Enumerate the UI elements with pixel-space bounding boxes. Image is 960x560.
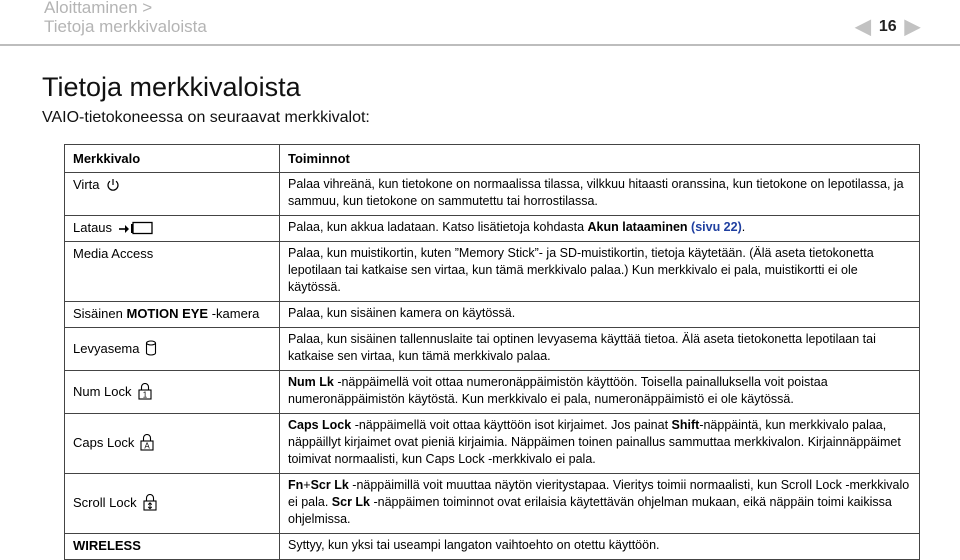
- indicator-cell: [65, 173, 280, 216]
- function-text: Palaa, kun akkua ladataan. Katso lisätietoja kohdasta: [288, 220, 588, 234]
- function-text: -näppäimillä voit muuttaa näytön vieritystapaa. Vieritys toimii normaalisti, kun Scroll Lock -merkkivalo ei pala.: [288, 478, 910, 509]
- indicator-name: Caps Lock: [73, 435, 135, 450]
- indicator-name: Media Access: [73, 246, 154, 261]
- function-key-name: Scr Lk: [331, 495, 370, 509]
- indicator-name: Sisäinen: [73, 306, 127, 321]
- indicator-name: Num Lock: [73, 383, 132, 399]
- function-cell: [280, 371, 920, 414]
- table-row: [65, 414, 920, 474]
- function-cell: Palaa vihreänä, kun tietokone on normaalissa tilassa, vilkkuu hitaasti oranssina, kun tietokone on lepotilassa, ja sammuu, kun tietokone on sammutettu tai horrostilassa.: [280, 173, 920, 216]
- function-cell: Syttyy, kun yksi tai useampi langaton vaihtoehto on otettu käyttöön.: [280, 534, 920, 560]
- table-header-row: [65, 145, 920, 173]
- column-header-indicator: Merkkivalo: [65, 145, 280, 173]
- indicator-cell: [65, 534, 280, 560]
- function-cell: [280, 414, 920, 474]
- table-row: [65, 173, 920, 216]
- indicator-cell: [65, 328, 280, 371]
- page-reference-link[interactable]: (sivu 22): [691, 220, 742, 234]
- indicator-name: WIRELESS: [73, 538, 141, 553]
- function-text: -näppäimellä voit ottaa käyttöön isot kirjaimet. Jos painat: [351, 418, 672, 432]
- indicator-cell: [65, 371, 280, 414]
- indicator-name: Levyasema: [73, 340, 140, 356]
- page-header: [0, 0, 960, 44]
- column-header-functions: Toiminnot: [280, 145, 920, 173]
- function-text: -näppäimen toiminnot ovat erilaisia käytettävän ohjelman mukaan, eikä näppäin toimi kaikissa ohjelmissa.: [288, 495, 892, 526]
- indicator-name: Lataus: [73, 220, 113, 235]
- page-title: Tietoja merkkivaloista: [42, 72, 301, 102]
- page-number: 16: [878, 18, 897, 35]
- function-cell: Palaa, kun sisäinen kamera on käytössä.: [280, 302, 920, 328]
- function-key-name: Fn: [288, 478, 304, 492]
- table-row: [65, 328, 920, 371]
- page-subtitle: VAIO-tietokoneessa on seuraavat merkkivalot:: [42, 109, 370, 126]
- page-navigation: [855, 17, 920, 37]
- table-row: [65, 216, 920, 242]
- svg-text:A: A: [144, 441, 151, 451]
- caps-lock-icon: [140, 434, 154, 451]
- table-row: [65, 534, 920, 560]
- indicator-name-bold: MOTION EYE: [126, 306, 209, 321]
- table-row: [65, 242, 920, 302]
- table-row: [65, 302, 920, 328]
- function-text-end: .: [741, 220, 746, 234]
- function-cell: Palaa, kun muistikortin, kuten ”Memory Stick”- ja SD-muistikortin, tietoja käytetään. (Älä aseta tietokonetta lepotilaan tai katkaise sen virtaa, kun tämä merkkivalo palaa.) Kun merkkivalo ei pala, muistikortti ei ole käytössä.: [280, 242, 920, 302]
- indicator-name-suffix: -kamera: [208, 306, 260, 321]
- prev-page-arrow-icon[interactable]: ◀: [855, 16, 871, 38]
- indicator-cell: [65, 242, 280, 302]
- function-text: -näppäimellä voit ottaa numeronäppäimistön käyttöön. Toisella painalluksella voit poistaa numeronäppäimistön käytöstä. Kun merkkivalo ei pala, numeronäppäimistö ei ole käytössä.: [288, 375, 828, 406]
- indicator-cell: [65, 414, 280, 474]
- disk-drive-icon: [145, 340, 157, 356]
- indicator-cell: [65, 302, 280, 328]
- indicator-cell: [65, 216, 280, 242]
- header-divider: [0, 44, 960, 46]
- breadcrumb-current: Tietoja merkkivaloista: [44, 17, 207, 36]
- function-cell: Palaa, kun sisäinen tallennuslaite tai optinen levyasema käyttää tietoa. Älä aseta tietokonetta lepotilaan tai katkaise sen virtaa, kun tämä merkkivalo palaa.: [280, 328, 920, 371]
- function-text-bold: Akun lataaminen: [587, 220, 688, 234]
- power-icon: [106, 178, 120, 192]
- indicator-name: Virta: [73, 177, 100, 192]
- function-cell: [280, 474, 920, 534]
- battery-charge-icon: [118, 221, 154, 235]
- function-cell: [280, 216, 920, 242]
- function-text: +: [303, 478, 311, 492]
- table-row: [65, 371, 920, 414]
- next-page-arrow-icon[interactable]: ▶: [904, 16, 920, 38]
- svg-text:1: 1: [142, 390, 147, 399]
- indicator-cell: [65, 474, 280, 534]
- function-key-name: Caps Lock: [288, 418, 352, 432]
- function-key-name: Num Lk: [288, 375, 334, 389]
- breadcrumb-parent[interactable]: Aloittaminen >: [44, 0, 153, 17]
- function-key-name: Shift: [671, 418, 700, 432]
- scroll-lock-icon: [143, 494, 157, 511]
- indicator-table: [64, 144, 920, 560]
- function-key-name: Scr Lk: [310, 478, 349, 492]
- table-row: [65, 474, 920, 534]
- function-text: -näppäintä, kun merkkivalo palaa, näppäillyt kirjaimet ovat pieniä kirjaimia. Näppäimen toinen painallus sammuttaa merkkivalon. Kirjainnäppäimet toimivat normaalisti, kun Caps Lock -merkkivalo ei pala.: [288, 418, 901, 466]
- num-lock-icon: [138, 383, 152, 400]
- indicator-name: Scroll Lock: [73, 495, 137, 510]
